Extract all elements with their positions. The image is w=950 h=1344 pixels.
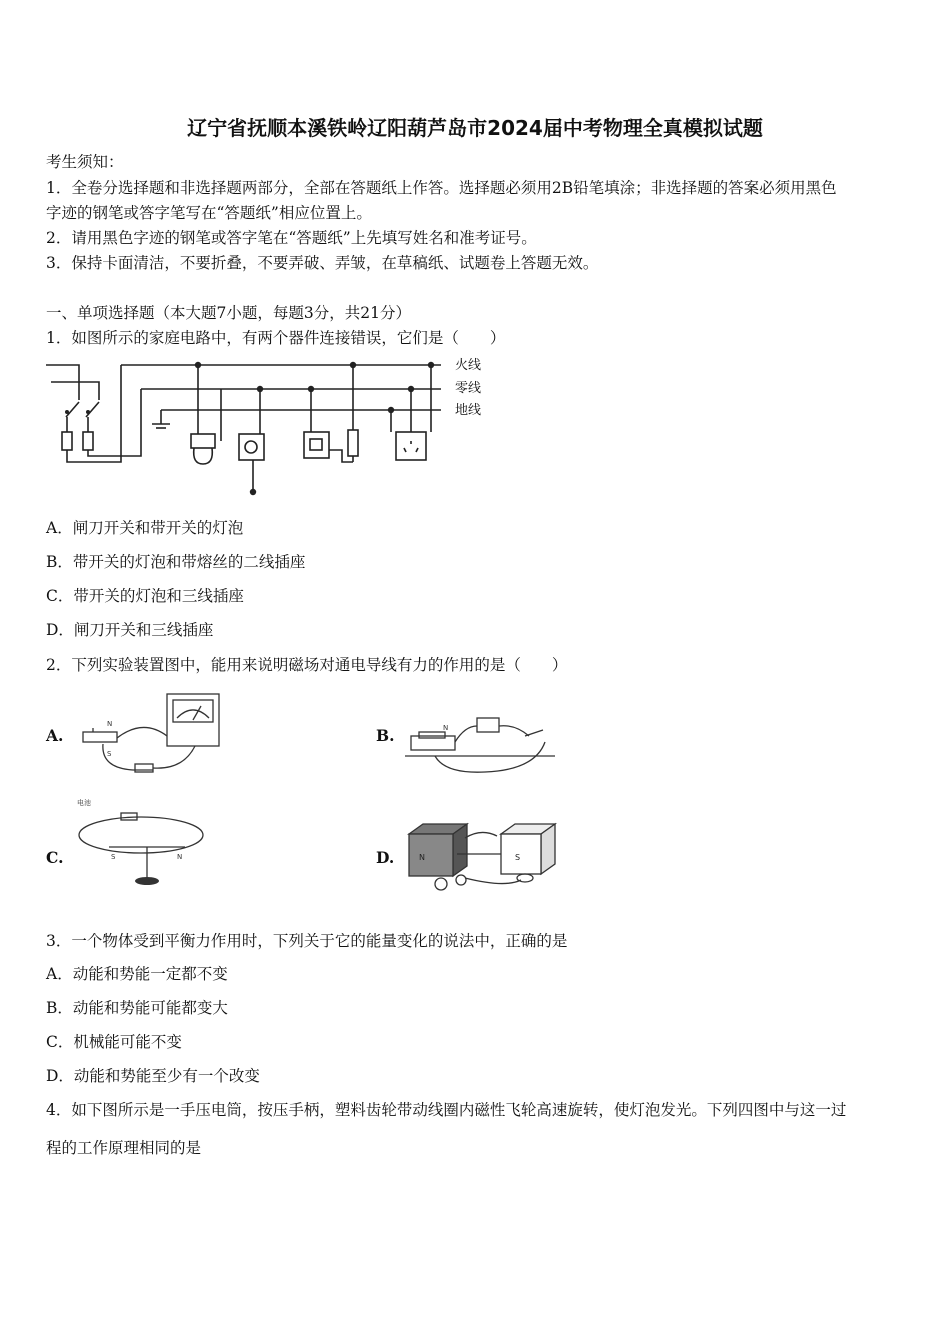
q3-stem: 3．一个物体受到平衡力作用时，下列关于它的能量变化的说法中，正确的是 [46, 932, 568, 950]
q3-option-d: D．动能和势能至少有一个改变 [46, 1067, 260, 1085]
q1-option-d: D．闸刀开关和三线插座 [46, 621, 214, 639]
q1-option-b: B．带开关的灯泡和带熔丝的二线插座 [46, 553, 306, 571]
q4-stem-line-1: 4．如下图所示是一手压电筒，按压手柄，塑料齿轮带动线圈内磁性飞轮高速旋转，使灯泡发光。下列四图中与这一过 [46, 1101, 847, 1119]
notice-item-1-cont: 字迹的钢笔或答字笔写在“答题纸”相应位置上。 [46, 204, 372, 222]
household-circuit-figure [46, 352, 496, 497]
svg-text:N: N [419, 853, 425, 862]
q2-label-c: C. [46, 848, 64, 867]
q2-label-a: A. [46, 726, 64, 745]
q2-label-d: D. [376, 848, 395, 867]
q3-option-a: A．动能和势能一定都不变 [46, 965, 228, 983]
page-title: 辽宁省抚顺本溪铁岭辽阳葫芦岛市2024届中考物理全真模拟试题 [187, 116, 763, 140]
svg-text:N: N [107, 720, 113, 728]
q2-figure-b [405, 712, 557, 776]
q4-stem-line-2: 程的工作原理相同的是 [46, 1139, 202, 1157]
q2-label-b: B. [376, 726, 395, 745]
notice-item-1: 1．全卷分选择题和非选择题两部分，全部在答题纸上作答。选择题必须用2B铅笔填涂；非选择题的答案必须用黑色 [46, 179, 837, 197]
svg-text:N: N [443, 724, 449, 732]
q1-option-c: C．带开关的灯泡和三线插座 [46, 587, 244, 605]
svg-text:N: N [177, 853, 183, 861]
q1-stem: 1．如图所示的家庭电路中，有两个器件连接错误，它们是（ ） [46, 329, 506, 347]
q3-option-c: C．机械能可能不变 [46, 1033, 182, 1051]
notice-item-3: 3．保持卡面清洁，不要折叠，不要弄破、弄皱，在草稿纸、试题卷上答题无效。 [46, 254, 599, 272]
notice-heading: 考生须知： [46, 153, 124, 171]
label-live-wire: 火线 [455, 358, 482, 373]
battery-label: 电池 [77, 799, 91, 807]
label-ground-wire: 地线 [455, 403, 482, 418]
section-heading: 一、单项选择题（本大题7小题，每题3分，共21分） [46, 304, 411, 322]
q3-option-b: B．动能和势能可能都变大 [46, 999, 228, 1017]
svg-text:S: S [515, 853, 521, 862]
svg-text:S: S [107, 750, 112, 758]
q2-figure-a [73, 688, 225, 776]
q2-stem: 2．下列实验装置图中，能用来说明磁场对通电导线有力的作用的是（ ） [46, 656, 568, 674]
label-neutral-wire: 零线 [455, 381, 482, 396]
q1-option-a: A．闸刀开关和带开关的灯泡 [46, 519, 244, 537]
notice-item-2: 2．请用黑色字迹的钢笔或答字笔在“答题纸”上先填写姓名和准考证号。 [46, 229, 537, 247]
q2-figure-c [73, 797, 209, 893]
q2-figure-d [405, 822, 557, 894]
svg-text:S: S [111, 853, 116, 861]
